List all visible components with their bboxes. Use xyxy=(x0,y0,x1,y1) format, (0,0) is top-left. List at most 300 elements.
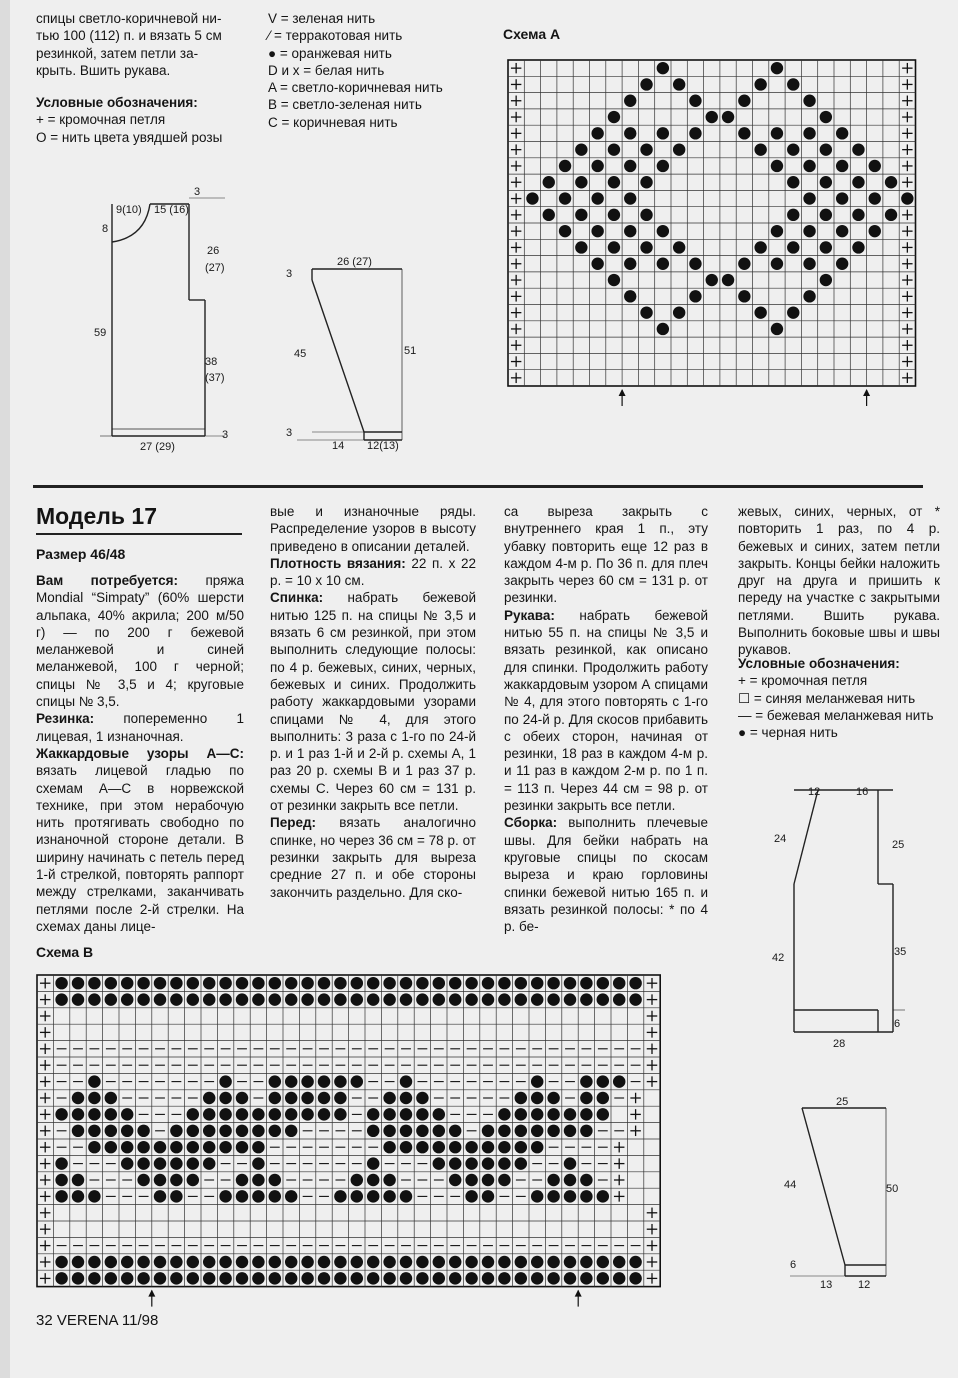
stitch-dot xyxy=(203,1272,215,1284)
stitch-dot xyxy=(187,1272,199,1284)
dim-label: 26 (27) xyxy=(337,256,372,268)
stitch-dot xyxy=(318,1272,330,1284)
stitch-dot xyxy=(580,1190,592,1202)
stitch-dot xyxy=(597,1256,609,1268)
stitch-dot xyxy=(613,977,625,989)
legend-title: Условные обозначения: xyxy=(36,95,198,111)
stitch-dot xyxy=(515,1272,527,1284)
stitch-dot xyxy=(771,62,783,74)
stitch-dot xyxy=(803,258,815,270)
stitch-dot xyxy=(640,78,652,90)
stitch-dot xyxy=(608,209,620,221)
stitch-dot xyxy=(597,1272,609,1284)
stitch-dot xyxy=(613,1075,625,1087)
stitch-dot xyxy=(351,1075,363,1087)
stitch-dot xyxy=(187,1125,199,1137)
stitch-dot xyxy=(657,62,669,74)
stitch-dot xyxy=(433,1256,445,1268)
stitch-dot xyxy=(820,209,832,221)
stitch-dot xyxy=(203,1141,215,1153)
stitch-dot xyxy=(72,1125,84,1137)
stitch-dot xyxy=(400,1272,412,1284)
paragraph xyxy=(36,710,244,745)
stitch-dot xyxy=(170,993,182,1005)
stitch-dot xyxy=(400,1190,412,1202)
stitch-dot xyxy=(105,1256,117,1268)
stitch-dot xyxy=(137,1272,149,1284)
stitch-dot xyxy=(482,1272,494,1284)
stitch-dot xyxy=(219,977,231,989)
schema-b-chart xyxy=(37,975,665,1300)
stitch-dot xyxy=(318,993,330,1005)
stitch-dot xyxy=(591,258,603,270)
dim-label: 16 xyxy=(856,786,869,798)
stitch-dot xyxy=(121,1125,133,1137)
stitch-dot xyxy=(738,290,750,302)
paragraph-heading: Сборка: xyxy=(504,815,558,831)
stitch-dot xyxy=(400,977,412,989)
stitch-dot xyxy=(624,258,636,270)
stitch-dot xyxy=(531,1092,543,1104)
stitch-dot xyxy=(219,1272,231,1284)
paragraph-text: жевых, синих, черных, от * повторить 1 раз, по 4 р. бежевых и синих, затем петли закрыть. Концы бейки наложить друг на друга и пришить к переду на участке с закрытыми петлями. Вшить рукава. Выполнить боковые швы и швы рукавов. xyxy=(738,504,940,658)
stitch-dot xyxy=(580,1092,592,1104)
stitch-dot xyxy=(580,1272,592,1284)
stitch-dot xyxy=(72,1174,84,1186)
stitch-dot xyxy=(547,977,559,989)
stitch-dot xyxy=(367,1272,379,1284)
stitch-dot xyxy=(465,1157,477,1169)
stitch-dot xyxy=(301,993,313,1005)
stitch-dot xyxy=(836,160,848,172)
stitch-dot xyxy=(400,1075,412,1087)
stitch-dot xyxy=(498,1272,510,1284)
stitch-dot xyxy=(580,977,592,989)
stitch-dot xyxy=(803,225,815,237)
stitch-dot xyxy=(591,127,603,139)
paragraph-heading: Резинка: xyxy=(36,711,95,727)
dim-label: (37) xyxy=(205,372,225,384)
stitch-dot xyxy=(400,1125,412,1137)
paragraph xyxy=(504,607,708,815)
stitch-dot xyxy=(820,111,832,123)
stitch-dot xyxy=(105,1108,117,1120)
paragraph xyxy=(270,814,476,900)
stitch-dot xyxy=(564,1125,576,1137)
stitch-dot xyxy=(105,1125,117,1137)
stitch-dot xyxy=(72,1108,84,1120)
stitch-dot xyxy=(88,993,100,1005)
stitch-dot xyxy=(252,1272,264,1284)
stitch-dot xyxy=(334,1075,346,1087)
stitch-dot xyxy=(137,977,149,989)
stitch-dot xyxy=(629,1256,641,1268)
text-column-2 xyxy=(270,503,476,901)
stitch-dot xyxy=(285,977,297,989)
stitch-dot xyxy=(269,977,281,989)
paragraph xyxy=(270,589,476,814)
stitch-dot xyxy=(531,1108,543,1120)
stitch-dot xyxy=(547,1174,559,1186)
stitch-dot xyxy=(885,176,897,188)
dim-label: 3 xyxy=(286,427,293,439)
stitch-dot xyxy=(301,1092,313,1104)
stitch-dot xyxy=(754,143,766,155)
stitch-dot xyxy=(203,993,215,1005)
stitch-dot xyxy=(640,176,652,188)
continued-line: спицы светло-коричневой ни- xyxy=(36,11,222,26)
stitch-dot xyxy=(738,258,750,270)
legend-item: ● = оранжевая нить xyxy=(268,45,392,61)
stitch-dot xyxy=(269,993,281,1005)
stitch-dot xyxy=(531,977,543,989)
stitch-dot xyxy=(269,1190,281,1202)
paragraph-text: выполнить плечевые швы. Для бейки набрать на круговые спицы по скосам выреза и краю горловины спинки бежевой нитью 165 п. и вязать резинкой полосы: * по 4 р. бе- xyxy=(504,815,708,935)
stitch-dot xyxy=(219,1256,231,1268)
stitch-dot xyxy=(803,127,815,139)
stitch-dot xyxy=(252,1157,264,1169)
stitch-dot xyxy=(203,977,215,989)
stitch-dot xyxy=(433,1272,445,1284)
stitch-dot xyxy=(72,1272,84,1284)
stitch-dot xyxy=(640,306,652,318)
stitch-dot xyxy=(629,1272,641,1284)
stitch-dot xyxy=(885,209,897,221)
stitch-dot xyxy=(55,977,67,989)
stitch-dot xyxy=(547,1272,559,1284)
stitch-dot xyxy=(383,1108,395,1120)
stitch-dot xyxy=(564,1190,576,1202)
stitch-dot xyxy=(547,1108,559,1120)
stitch-dot xyxy=(547,993,559,1005)
stitch-dot xyxy=(465,1141,477,1153)
stitch-dot xyxy=(689,95,701,107)
stitch-dot xyxy=(252,1141,264,1153)
stitch-dot xyxy=(597,977,609,989)
dim-label: (27) xyxy=(205,262,225,274)
stitch-dot xyxy=(55,1190,67,1202)
stitch-dot xyxy=(367,977,379,989)
paragraph-heading: Рукава: xyxy=(504,607,555,623)
stitch-dot xyxy=(597,993,609,1005)
stitch-dot xyxy=(433,993,445,1005)
stitch-dot xyxy=(433,1157,445,1169)
stitch-dot xyxy=(318,1075,330,1087)
stitch-dot xyxy=(187,1141,199,1153)
stitch-dot xyxy=(580,1174,592,1186)
stitch-dot xyxy=(170,977,182,989)
stitch-dot xyxy=(498,1256,510,1268)
stitch-dot xyxy=(203,1092,215,1104)
paragraph-text: вые и изнаночные ряды. Распределение узоров в высоту приведено в описании деталей. xyxy=(270,504,476,554)
stitch-dot xyxy=(252,977,264,989)
text-column-4 xyxy=(738,503,940,659)
stitch-dot xyxy=(754,241,766,253)
stitch-dot xyxy=(433,977,445,989)
stitch-dot xyxy=(318,1256,330,1268)
stitch-dot xyxy=(236,993,248,1005)
stitch-dot xyxy=(787,209,799,221)
schematic-sleeve-1 xyxy=(282,250,422,455)
stitch-dot xyxy=(187,1174,199,1186)
stitch-dot xyxy=(613,1272,625,1284)
stitch-dot xyxy=(301,1256,313,1268)
paragraph-text: са выреза закрыть с внутреннего края 1 п., эту убавку повторить еще 12 раз в каждом 4-м р. По 36 п. для плеч закрыть через 60 см = 131 р. от резинки. xyxy=(504,504,708,606)
stitch-dot xyxy=(803,95,815,107)
dim-label: 6 xyxy=(894,1018,901,1030)
stitch-dot xyxy=(219,1125,231,1137)
paragraph-heading: Перед: xyxy=(270,815,317,831)
stitch-dot xyxy=(433,1108,445,1120)
stitch-dot xyxy=(515,1256,527,1268)
stitch-dot xyxy=(482,1174,494,1186)
stitch-dot xyxy=(820,274,832,286)
dim-label: 27 (29) xyxy=(140,441,175,453)
stitch-dot xyxy=(771,323,783,335)
stitch-dot xyxy=(170,1190,182,1202)
stitch-dot xyxy=(738,127,750,139)
stitch-dot xyxy=(803,290,815,302)
stitch-dot xyxy=(608,241,620,253)
stitch-dot xyxy=(236,1092,248,1104)
stitch-dot xyxy=(657,258,669,270)
stitch-dot xyxy=(515,993,527,1005)
stitch-dot xyxy=(613,1256,625,1268)
stitch-dot xyxy=(301,1108,313,1120)
stitch-dot xyxy=(787,78,799,90)
paragraph xyxy=(738,503,940,659)
stitch-dot xyxy=(526,192,538,204)
stitch-dot xyxy=(580,1125,592,1137)
stitch-dot xyxy=(547,1092,559,1104)
stitch-dot xyxy=(706,111,718,123)
stitch-dot xyxy=(580,1256,592,1268)
paragraph xyxy=(36,572,244,710)
stitch-dot xyxy=(608,111,620,123)
stitch-dot xyxy=(624,95,636,107)
stitch-dot xyxy=(465,993,477,1005)
stitch-dot xyxy=(531,1256,543,1268)
stitch-dot xyxy=(170,1141,182,1153)
dim-label: 3 xyxy=(194,186,201,198)
stitch-dot xyxy=(580,1075,592,1087)
stitch-dot xyxy=(252,1125,264,1137)
stitch-dot xyxy=(187,977,199,989)
dim-label: 51 xyxy=(404,345,417,357)
stitch-dot xyxy=(787,241,799,253)
stitch-dot xyxy=(137,1174,149,1186)
stitch-dot xyxy=(515,1125,527,1137)
stitch-dot xyxy=(624,290,636,302)
stitch-dot xyxy=(367,1125,379,1137)
stitch-dot xyxy=(367,1190,379,1202)
stitch-dot xyxy=(416,993,428,1005)
stitch-dot xyxy=(334,993,346,1005)
paragraph-heading: Спинка: xyxy=(270,590,324,606)
stitch-dot xyxy=(575,143,587,155)
stitch-dot xyxy=(482,1125,494,1137)
stitch-dot xyxy=(301,977,313,989)
stitch-dot xyxy=(547,1190,559,1202)
stitch-dot xyxy=(285,1190,297,1202)
paragraph-heading: Плотность вязания: xyxy=(270,555,406,571)
stitch-dot xyxy=(187,1108,199,1120)
schematic-body-piece-1 xyxy=(90,182,240,457)
stitch-dot xyxy=(318,977,330,989)
stitch-dot xyxy=(219,993,231,1005)
paragraph xyxy=(504,814,708,935)
stitch-dot xyxy=(482,993,494,1005)
stitch-dot xyxy=(482,1190,494,1202)
stitch-dot xyxy=(575,209,587,221)
stitch-dot xyxy=(657,225,669,237)
stitch-dot xyxy=(531,1272,543,1284)
paragraph xyxy=(36,745,244,935)
stitch-dot xyxy=(449,1256,461,1268)
stitch-dot xyxy=(591,225,603,237)
stitch-dot xyxy=(820,143,832,155)
stitch-dot xyxy=(203,1125,215,1137)
stitch-dot xyxy=(416,1108,428,1120)
stitch-dot xyxy=(137,1256,149,1268)
stitch-dot xyxy=(597,1075,609,1087)
legend-item: A = светло-коричневая нить xyxy=(268,80,443,96)
stitch-dot xyxy=(170,1272,182,1284)
stitch-dot xyxy=(869,192,881,204)
schema-b-title: Схема В xyxy=(36,944,94,960)
stitch-dot xyxy=(252,1256,264,1268)
stitch-dot xyxy=(564,1108,576,1120)
stitch-dot xyxy=(301,1075,313,1087)
stitch-dot xyxy=(531,1190,543,1202)
stitch-dot xyxy=(269,1125,281,1137)
stitch-dot xyxy=(498,1108,510,1120)
legend-item: + = кромочная петля xyxy=(36,112,166,128)
continued-line: резинкой, затем петли за- xyxy=(36,45,199,61)
stitch-dot xyxy=(498,1174,510,1186)
stitch-dot xyxy=(515,1092,527,1104)
stitch-dot xyxy=(869,160,881,172)
stitch-dot xyxy=(334,1108,346,1120)
stitch-dot xyxy=(400,1256,412,1268)
stitch-dot xyxy=(285,1108,297,1120)
stitch-dot xyxy=(531,1125,543,1137)
text-column-1 xyxy=(36,572,244,935)
stitch-dot xyxy=(673,78,685,90)
stitch-dot xyxy=(203,1256,215,1268)
legend-title: Условные обозначения: xyxy=(738,656,900,671)
stitch-dot xyxy=(836,192,848,204)
stitch-dot xyxy=(383,977,395,989)
stitch-dot xyxy=(383,993,395,1005)
stitch-dot xyxy=(400,993,412,1005)
stitch-dot xyxy=(449,1141,461,1153)
stitch-dot xyxy=(121,1157,133,1169)
legend-item: ☐ = синяя меланжевая нить xyxy=(738,690,916,706)
stitch-dot xyxy=(88,1141,100,1153)
stitch-dot xyxy=(367,1256,379,1268)
stitch-dot xyxy=(465,1190,477,1202)
stitch-dot xyxy=(187,1256,199,1268)
stitch-dot xyxy=(657,323,669,335)
stitch-dot xyxy=(449,993,461,1005)
stitch-dot xyxy=(449,1174,461,1186)
stitch-dot xyxy=(154,1190,166,1202)
stitch-dot xyxy=(547,1256,559,1268)
stitch-dot xyxy=(88,1256,100,1268)
stitch-dot xyxy=(624,225,636,237)
arrow-marker xyxy=(148,1290,155,1297)
stitch-dot xyxy=(105,1272,117,1284)
stitch-dot xyxy=(334,1190,346,1202)
stitch-dot xyxy=(121,1256,133,1268)
section-divider xyxy=(33,485,923,488)
dim-label: 14 xyxy=(332,440,345,452)
stitch-dot xyxy=(72,977,84,989)
legend-item: O = нить цвета увядшей розы xyxy=(36,129,223,145)
stitch-dot xyxy=(55,993,67,1005)
arrow-marker xyxy=(619,389,626,396)
stitch-dot xyxy=(351,977,363,989)
stitch-dot xyxy=(285,1256,297,1268)
stitch-dot xyxy=(269,1092,281,1104)
stitch-dot xyxy=(575,176,587,188)
stitch-dot xyxy=(836,258,848,270)
stitch-dot xyxy=(269,1108,281,1120)
stitch-dot xyxy=(465,1272,477,1284)
schema-a-chart xyxy=(508,60,932,460)
stitch-dot xyxy=(449,977,461,989)
legend-item: ⁄ = терракотовая нить xyxy=(268,28,403,44)
stitch-dot xyxy=(236,1272,248,1284)
stitch-dot xyxy=(657,160,669,172)
stitch-dot xyxy=(154,1157,166,1169)
stitch-dot xyxy=(465,977,477,989)
legend-item: — = бежевая меланжевая нить xyxy=(738,707,934,723)
stitch-dot xyxy=(88,1125,100,1137)
stitch-dot xyxy=(252,993,264,1005)
paragraph xyxy=(504,503,708,607)
stitch-dot xyxy=(203,1108,215,1120)
stitch-dot xyxy=(543,209,555,221)
stitch-dot xyxy=(236,977,248,989)
stitch-dot xyxy=(433,1125,445,1137)
stitch-dot xyxy=(640,143,652,155)
schema-a-title: Схема А xyxy=(503,26,561,42)
stitch-dot xyxy=(608,274,620,286)
stitch-dot xyxy=(722,111,734,123)
legend-item: C = коричневая нить xyxy=(268,114,398,130)
stitch-dot xyxy=(498,1125,510,1137)
stitch-dot xyxy=(624,192,636,204)
stitch-dot xyxy=(629,977,641,989)
stitch-dot xyxy=(219,1075,231,1087)
stitch-dot xyxy=(383,1092,395,1104)
stitch-dot xyxy=(55,1157,67,1169)
paragraph-text: пряжа Mondial “Simpaty” (60% шерсти альпака, 40% акрила; 200 м/50 г) — по 200 г бежевой меланжевой и синей меланжевой, 100 г черной; спицы № 3,5 и 4; круговые спицы № 3,5. xyxy=(36,573,244,710)
stitch-dot xyxy=(203,1157,215,1169)
stitch-dot xyxy=(836,225,848,237)
stitch-dot xyxy=(269,1256,281,1268)
stitch-dot xyxy=(400,1092,412,1104)
stitch-dot xyxy=(137,1157,149,1169)
paragraph-text: набрать бежевой нитью 125 п. на спицы № 3,5 и вязать 6 см резинкой, при этом выполнить следующие полосы: по 4 р. бежевых, синих, черных, бежевых и синих. Продолжить работу жаккардовыми узорами спицами № 4, для этого выполнить: 3 раза с 1-го по 24-й р. и 1 раз 1-й и 2-й р. схемы А, 1 раз 20 р. схемы В и 1 раз 37 р. схемы С. Через 60 см = 131 р. от резинки закрыть все петли. xyxy=(270,590,476,814)
legend-item: ● = черная нить xyxy=(738,725,838,741)
stitch-dot xyxy=(301,1272,313,1284)
stitch-dot xyxy=(121,977,133,989)
stitch-dot xyxy=(72,993,84,1005)
stitch-dot xyxy=(722,274,734,286)
